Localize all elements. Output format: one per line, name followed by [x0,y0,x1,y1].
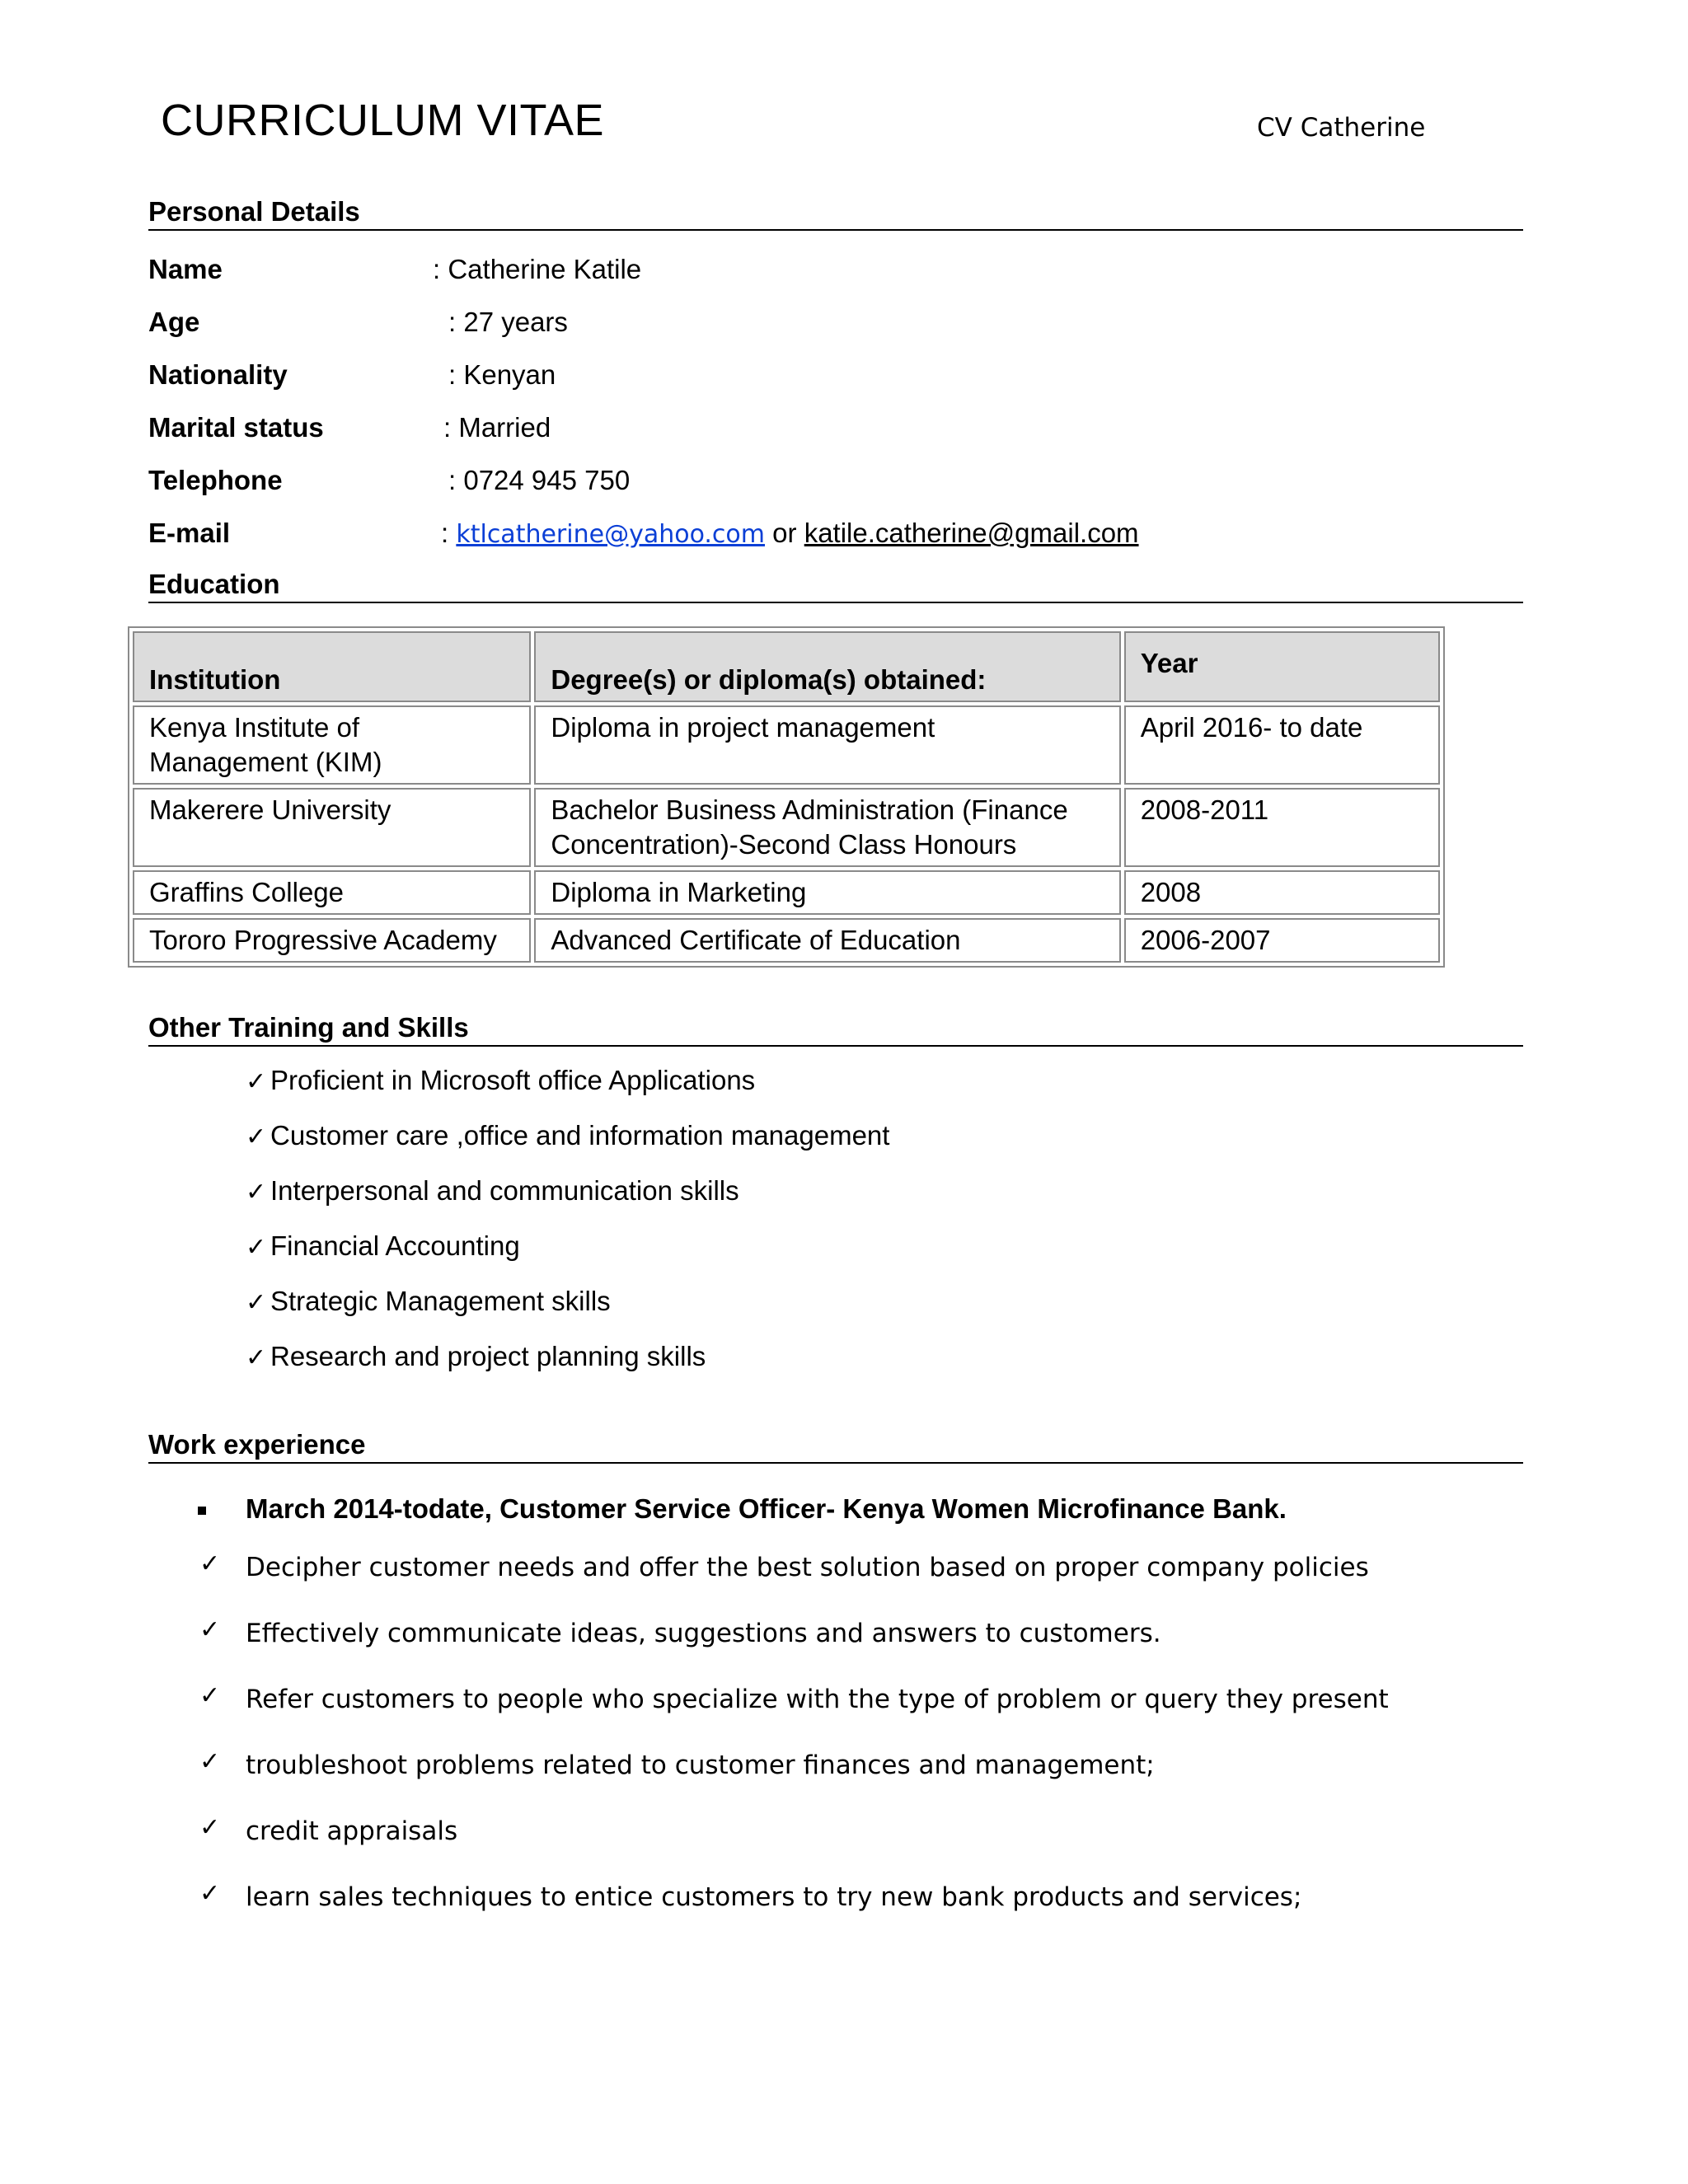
duty-text: learn sales techniques to entice customers to try new bank products and services; [246,1882,1302,1912]
skill-item [246,1341,706,1372]
check-icon: ✓ [199,1813,221,1842]
education-table [128,626,1445,968]
job-title: March 2014-todate, Customer Service Officer- Kenya Women Microfinance Bank. [246,1493,1287,1524]
detail-label: Marital status [148,412,324,443]
table-row [133,788,1440,867]
check-icon: ✓ [199,1747,221,1776]
skill-item [246,1065,755,1096]
check-icon: ✓ [199,1879,221,1908]
check-icon: ✓ [199,1549,221,1578]
check-icon: ✓ [199,1615,221,1644]
header-right-label: CV Catherine [1257,113,1426,143]
detail-label: E-mail [148,518,231,548]
detail-value: : 0724 945 750 [448,465,631,495]
duty-text: Decipher customer needs and offer the best solution based on proper company policies [246,1553,1369,1582]
degree-cell: Diploma in project management [534,705,1120,785]
work-experience-heading: Work experience [148,1429,1523,1464]
degree-cell: Advanced Certificate of Education [534,918,1120,963]
square-bullet-icon [198,1507,206,1515]
degree-cell: Diploma in Marketing [534,870,1120,915]
check-icon: ✓ [246,1067,267,1096]
check-icon: ✓ [199,1681,221,1710]
skill-text: Strategic Management skills [270,1286,611,1316]
duty-text: troubleshoot problems related to customer finances and management; [246,1750,1155,1780]
duty-item [199,1813,458,1846]
table-row [133,870,1440,915]
column-header-degree: Degree(s) or diploma(s) obtained: [534,631,1120,702]
year-cell: 2008 [1124,870,1440,915]
personal-details-heading: Personal Details [148,196,1523,231]
detail-value: : 27 years [448,307,568,337]
detail-row-name [148,254,1385,288]
check-icon: ✓ [246,1233,267,1262]
duty-item [199,1879,1302,1912]
detail-row-email [148,518,1385,552]
check-icon: ✓ [246,1122,267,1151]
column-header-institution: Institution [133,631,531,702]
duty-item [199,1747,1155,1780]
check-icon: ✓ [246,1178,267,1207]
skill-text: Proficient in Microsoft office Applications [270,1065,756,1095]
skills-heading: Other Training and Skills [148,1012,1523,1047]
education-heading: Education [148,569,1523,603]
skill-text: Financial Accounting [270,1230,520,1261]
duty-item [199,1615,1161,1648]
detail-label: Telephone [148,465,283,495]
skill-text: Research and project planning skills [270,1341,706,1371]
institution-cell: Graffins College [133,870,531,915]
detail-row-age [148,307,1385,341]
detail-row-marital-status [148,412,1385,447]
duty-text: Refer customers to people who specialize with the type of problem or query they present [246,1685,1389,1714]
check-icon: ✓ [246,1288,267,1317]
skill-item [246,1120,889,1151]
duty-item [199,1681,1389,1714]
skill-text: Interpersonal and communication skills [270,1175,739,1206]
degree-cell: Bachelor Business Administration (Finance Concentration)-Second Class Honours [534,788,1120,867]
skill-item [246,1230,520,1262]
table-header-row [133,631,1440,702]
detail-value: : Married [443,412,551,443]
detail-row-nationality [148,359,1385,394]
document-title: CURRICULUM VITAE [161,96,605,145]
duty-text: credit appraisals [246,1816,458,1846]
skill-item [246,1286,611,1317]
email-connector: or [765,518,804,548]
check-icon: ✓ [246,1343,267,1372]
duty-text: Effectively communicate ideas, suggestions and answers to customers. [246,1619,1161,1648]
skill-item [246,1175,739,1207]
email-secondary-link[interactable]: katile.catherine@gmail.com [804,518,1139,548]
year-cell: 2008-2011 [1124,788,1440,867]
email-prefix: : [441,518,457,548]
institution-cell: Tororo Progressive Academy [133,918,531,963]
detail-row-telephone [148,465,1385,499]
detail-label: Nationality [148,359,288,390]
detail-value: : Kenyan [448,359,556,390]
duty-item [199,1549,1369,1582]
year-cell: April 2016- to date [1124,705,1440,785]
column-header-year: Year [1124,631,1440,702]
detail-label: Age [148,307,200,337]
detail-label: Name [148,254,223,284]
skill-text: Customer care ,office and information management [270,1120,890,1151]
detail-value: : Catherine Katile [433,254,642,284]
institution-cell: Makerere University [133,788,531,867]
year-cell: 2006-2007 [1124,918,1440,963]
table-row [133,705,1440,785]
table-row [133,918,1440,963]
email-value [441,518,1139,549]
email-primary-link[interactable]: ktlcatherine@yahoo.com [456,520,766,549]
institution-cell: Kenya Institute of Management (KIM) [133,705,531,785]
